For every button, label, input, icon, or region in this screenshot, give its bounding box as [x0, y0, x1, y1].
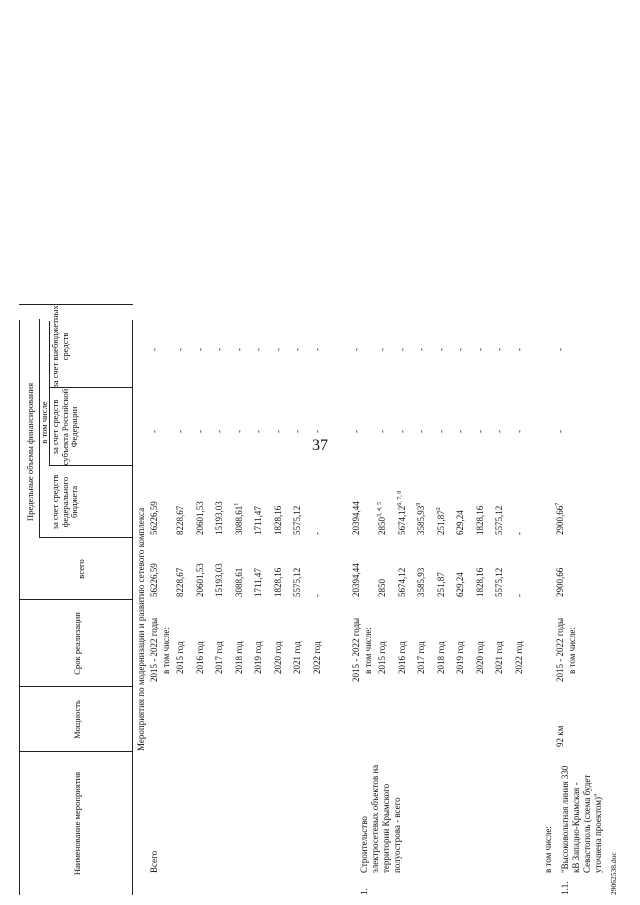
- regional-year: -: [214, 430, 224, 433]
- period-summary: 2015 - 2022 годы: [555, 617, 565, 682]
- total-year: -: [513, 594, 524, 597]
- regional-year: -: [175, 430, 185, 433]
- total-year: 5575,12: [494, 567, 504, 597]
- total-year: 3088,61: [233, 567, 244, 597]
- header-offbudget: за счет внебюджетных средств: [50, 305, 70, 388]
- total-year: 1828,16: [474, 567, 485, 597]
- period-summary: 2015 - 2022 годы: [351, 617, 361, 682]
- regional-year: -: [292, 430, 302, 433]
- footnote-ref: 3, 4, 5: [377, 502, 383, 517]
- including-label-before-subitem: в том числе:: [543, 826, 553, 873]
- total-year: 251,87: [435, 572, 446, 597]
- federal-year: -: [513, 532, 524, 535]
- regional-year: -: [194, 430, 205, 433]
- period-year: 2022 год: [311, 641, 322, 674]
- measure-name: Строительство электросетевых объектов на территории Крымского полуострова - всего: [359, 764, 402, 873]
- regional-year: -: [377, 430, 387, 433]
- offbudget-year: -: [272, 348, 283, 351]
- federal-year: 5575,12: [292, 505, 302, 535]
- federal-summary: 20394,44: [351, 501, 361, 535]
- regional-year: -: [396, 430, 407, 433]
- offbudget-summary: -: [351, 348, 361, 351]
- rotated-document-page: [15, 20, 625, 895]
- total-year: 629,24: [455, 572, 465, 597]
- offbudget-year: -: [513, 348, 524, 351]
- federal-year: 3088,61$^1$: [233, 502, 244, 535]
- total-summary: 56226,59: [149, 563, 159, 597]
- offbudget-year: -: [233, 348, 244, 351]
- period-year: 2020 год: [474, 641, 485, 674]
- header-limits: Предельные объемы финансирования: [25, 382, 35, 522]
- period-year: 2021 год: [494, 641, 504, 674]
- period-year: 2015 год: [377, 641, 387, 674]
- offbudget-summary: -: [555, 348, 565, 351]
- period-year: 2021 год: [292, 641, 302, 674]
- total-year: 8228,67: [175, 567, 185, 597]
- regional-summary: -: [149, 430, 159, 433]
- measure-name: Всего: [149, 850, 159, 873]
- including-label: в том числе:: [161, 627, 171, 674]
- footnote-ref: 1: [233, 502, 240, 506]
- total-year: 2850: [377, 579, 387, 597]
- regional-summary: -: [555, 430, 565, 433]
- federal-year: 1711,47: [253, 506, 263, 535]
- regional-year: -: [233, 430, 244, 433]
- file-name: 29062538.doc: [609, 852, 618, 895]
- total-year: 1711,47: [253, 568, 263, 597]
- regional-year: -: [311, 430, 322, 433]
- footnote-ref: 9: [416, 502, 422, 506]
- offbudget-summary: -: [149, 348, 159, 351]
- header-federal: за счет средств федерального бюджета: [50, 474, 79, 530]
- period-year: 2016 год: [194, 641, 205, 674]
- period-summary: 2015 - 2022 годы: [149, 617, 159, 682]
- period-year: 2018 год: [233, 641, 244, 674]
- header-total: всего: [76, 559, 86, 579]
- total-year: 5674,12: [396, 567, 407, 597]
- federal-year: 2850$^{3, 4, 5}$: [377, 502, 387, 535]
- total-year: 20601,53: [194, 563, 205, 597]
- federal-summary: 56226,59: [149, 501, 159, 535]
- page-number: 37: [312, 437, 328, 454]
- offbudget-year: -: [455, 348, 465, 351]
- period-year: 2018 год: [435, 641, 446, 674]
- period-year: 2017 год: [214, 641, 224, 674]
- regional-year: -: [455, 430, 465, 433]
- offbudget-year: -: [377, 348, 387, 351]
- capacity-value: 92 км: [555, 725, 565, 747]
- federal-year: 629,24: [455, 510, 465, 535]
- regional-year: -: [494, 430, 504, 433]
- offbudget-year: -: [416, 348, 426, 351]
- header-period: Срок реализации: [72, 612, 82, 675]
- period-year: 2022 год: [513, 641, 524, 674]
- total-summary: 20394,44: [351, 563, 361, 597]
- federal-year: 1828,16: [474, 505, 485, 535]
- footnote-ref: 6, 7, 8: [396, 490, 403, 506]
- period-year: 2015 год: [175, 641, 185, 674]
- regional-year: -: [513, 430, 524, 433]
- offbudget-year: -: [396, 348, 407, 351]
- header-including: в том числе: [39, 401, 49, 444]
- federal-year: 3585,93$^9$: [416, 502, 426, 535]
- measure-name: "Высоковольтная линия 330 кВ Западно-Крымская - Севастополь (схема будет уточнена проектом)": [560, 765, 603, 873]
- section-title: Мероприятия по модернизации и развитию сетевого комплекса: [136, 507, 146, 751]
- total-year: -: [311, 594, 322, 597]
- federal-year: 20601,53: [194, 501, 205, 535]
- row-number: 1.1.: [560, 881, 570, 895]
- federal-summary: 2900,66$^7$: [555, 502, 565, 535]
- total-year: 3585,93: [416, 567, 426, 597]
- header-bottom-line: [132, 320, 133, 895]
- federal-year: 8228,67: [175, 505, 185, 535]
- regional-summary: -: [351, 430, 361, 433]
- offbudget-year: -: [175, 348, 185, 351]
- period-year: 2016 год: [396, 641, 407, 674]
- federal-year: -: [311, 532, 322, 535]
- total-summary: 2900,66: [555, 567, 565, 597]
- offbudget-year: -: [435, 348, 446, 351]
- offbudget-year: -: [194, 348, 205, 351]
- total-year: 15193,03: [214, 563, 224, 597]
- federal-year: 15193,03: [214, 501, 224, 535]
- offbudget-year: -: [311, 348, 322, 351]
- period-year: 2020 год: [272, 641, 283, 674]
- header-side-line: [19, 304, 133, 305]
- regional-year: -: [474, 430, 485, 433]
- period-year: 2019 год: [455, 641, 465, 674]
- regional-year: -: [435, 430, 446, 433]
- offbudget-year: -: [474, 348, 485, 351]
- header-top-line: [19, 320, 20, 895]
- federal-year: 5674,12$^{6, 7, 8}$: [396, 490, 407, 535]
- header-name: Наименование мероприятия: [72, 771, 82, 876]
- offbudget-year: -: [292, 348, 302, 351]
- offbudget-year: -: [214, 348, 224, 351]
- footnote-ref: 2: [435, 507, 442, 511]
- row-number: 1.: [359, 888, 369, 895]
- period-year: 2017 год: [416, 641, 426, 674]
- including-label: в том числе:: [567, 627, 577, 674]
- period-year: 2019 год: [253, 641, 263, 674]
- total-year: 5575,12: [292, 567, 302, 597]
- federal-year: 5575,12: [494, 505, 504, 535]
- federal-year: 1828,16: [272, 505, 283, 535]
- including-label: в том числе:: [363, 627, 373, 674]
- header-capacity: Мощность: [72, 700, 82, 739]
- footnote-ref: 7: [555, 502, 561, 506]
- offbudget-year: -: [494, 348, 504, 351]
- federal-year: 251,87$^2$: [435, 507, 446, 535]
- regional-year: -: [253, 430, 263, 433]
- regional-year: -: [272, 430, 283, 433]
- total-year: 1828,16: [272, 567, 283, 597]
- regional-year: -: [416, 430, 426, 433]
- header-regional: за счет средств субъекта Российской Федерации: [50, 388, 79, 466]
- offbudget-year: -: [253, 348, 263, 351]
